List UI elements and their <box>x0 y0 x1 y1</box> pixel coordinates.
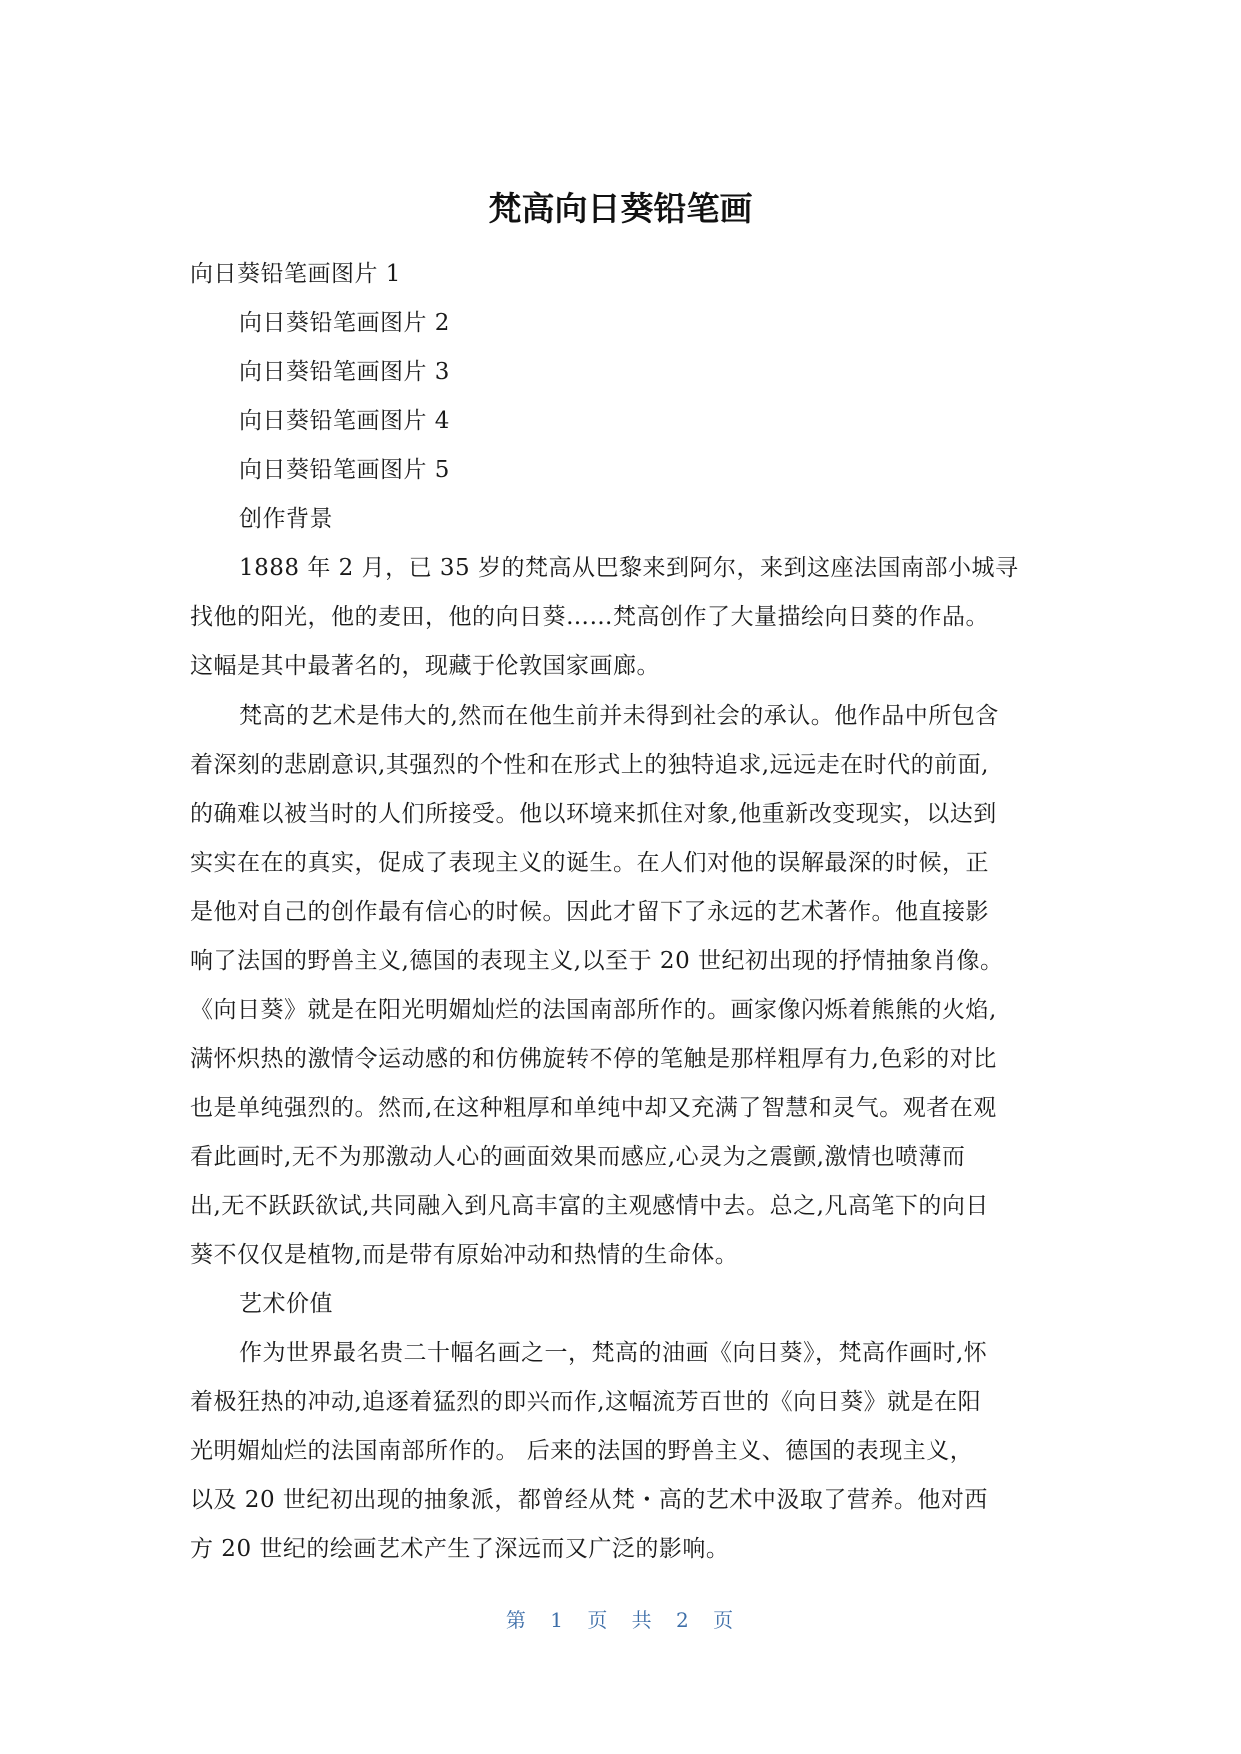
paragraph-line: 着极狂热的冲动,追逐着猛烈的即兴而作,这幅流芳百世的《向日葵》就是在阳 <box>190 1389 982 1415</box>
paragraph-line: 《向日葵》就是在阳光明媚灿烂的法国南部所作的。画家像闪烁着熊熊的火焰, <box>190 997 997 1023</box>
paragraph-line: 满怀炽热的激情令运动感的和仿佛旋转不停的笔触是那样粗厚有力,色彩的对比 <box>190 1046 997 1072</box>
subtitle-line: 向日葵铅笔画图片 2 <box>239 310 450 336</box>
paragraph-line: 1888 年 2 月，已 35 岁的梵高从巴黎来到阿尔，来到这座法国南部小城寻 <box>239 555 1019 581</box>
paragraph-line: 以及 20 世纪初出现的抽象派，都曾经从梵・高的艺术中汲取了营养。他对西 <box>190 1487 988 1513</box>
paragraph-line: 这幅是其中最著名的，现藏于伦敦国家画廊。 <box>190 653 660 679</box>
paragraph-line: 出,无不跃跃欲试,共同融入到凡高丰富的主观感情中去。总之,凡高笔下的向日 <box>190 1193 989 1219</box>
paragraph-line: 响了法国的野兽主义,德国的表现主义,以至于 20 世纪初出现的抒情抽象肖像。 <box>190 948 1004 974</box>
paragraph-line: 看此画时,无不为那激动人心的画面效果而感应,心灵为之震颤,激情也喷薄而 <box>190 1144 966 1170</box>
paragraph-line: 着深刻的悲剧意识,其强烈的个性和在形式上的独特追求,远远走在时代的前面, <box>190 752 989 778</box>
paragraph-line: 方 20 世纪的绘画艺术产生了深远而又广泛的影响。 <box>190 1536 730 1562</box>
section-heading: 艺术价值 <box>239 1291 333 1317</box>
paragraph-line: 作为世界最名贵二十幅名画之一，梵高的油画《向日葵》，梵高作画时,怀 <box>239 1340 988 1366</box>
paragraph-line: 葵不仅仅是植物,而是带有原始冲动和热情的生命体。 <box>190 1242 739 1268</box>
paragraph-line: 光明媚灿烂的法国南部所作的。 后来的法国的野兽主义、德国的表现主义， <box>190 1438 974 1464</box>
subtitle-line: 向日葵铅笔画图片 5 <box>239 457 450 483</box>
page-footer: 第 1 页 共 2 页 <box>505 1608 736 1632</box>
subtitle-line: 向日葵铅笔画图片 4 <box>239 408 450 434</box>
paragraph-line: 实实在在的真实，促成了表现主义的诞生。在人们对他的误解最深的时候，正 <box>190 850 989 876</box>
subtitle-line: 向日葵铅笔画图片 3 <box>239 359 450 385</box>
paragraph-line: 找他的阳光，他的麦田，他的向日葵……梵高创作了大量描绘向日葵的作品。 <box>190 604 989 630</box>
paragraph-line: 也是单纯强烈的。然而,在这种粗厚和单纯中却又充满了智慧和灵气。观者在观 <box>190 1095 997 1121</box>
section-heading: 创作背景 <box>239 506 333 532</box>
paragraph-line: 是他对自己的创作最有信心的时候。因此才留下了永远的艺术著作。他直接影 <box>190 899 989 925</box>
paragraph-line: 的确难以被当时的人们所接受。他以环境来抓住对象,他重新改变现实，以达到 <box>190 801 997 827</box>
document-title: 梵高向日葵铅笔画 <box>488 189 753 228</box>
subtitle-line: 向日葵铅笔画图片 1 <box>190 261 401 287</box>
paragraph-line: 梵高的艺术是伟大的,然而在他生前并未得到社会的承认。他作品中所包含 <box>239 703 999 729</box>
